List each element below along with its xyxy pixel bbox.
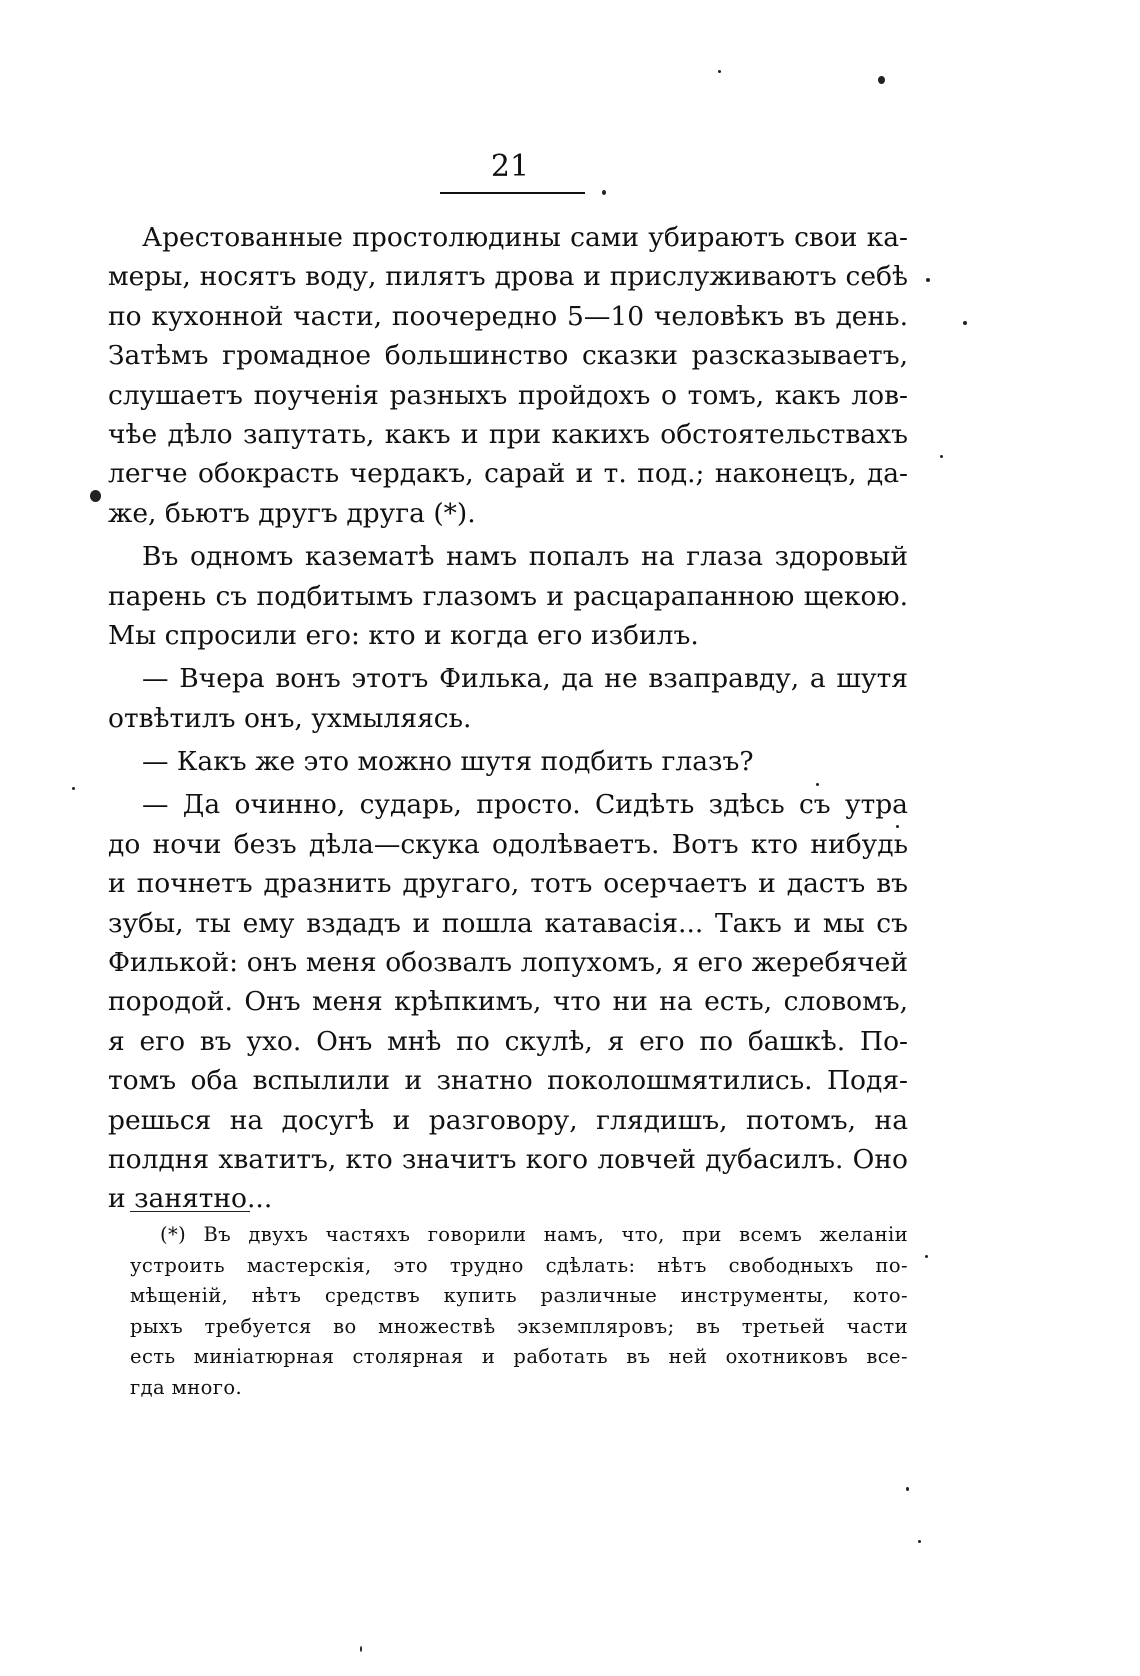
footnote bbox=[130, 1220, 908, 1403]
text-line: слушаетъ поученія разныхъ пройдохъ о томъ, какъ лов- bbox=[108, 379, 908, 411]
scan-speck bbox=[918, 1540, 921, 1543]
text-line: Филькой: онъ меня обозвалъ лопухомъ, я его жеребячей bbox=[108, 947, 908, 979]
main-text bbox=[108, 218, 908, 1219]
text-line: Арестованные простолюдины сами убираютъ свои ка- bbox=[142, 222, 908, 253]
text-line: — Да очинно, сударь, просто. Сидѣть здѣсь съ утра bbox=[142, 789, 908, 821]
page-number: 21 bbox=[490, 149, 530, 184]
text-line: Затѣмъ громадное большинство сказки разсказываетъ, bbox=[108, 340, 908, 372]
header-rule bbox=[440, 192, 585, 194]
text-line: же, бьютъ другъ друга (*). bbox=[108, 497, 476, 529]
scan-speck bbox=[72, 787, 75, 790]
scan-speck bbox=[926, 278, 930, 282]
text-line: — Вчера вонъ этотъ Филька, да не взаправду, а шутя bbox=[142, 663, 908, 695]
footnote-line: (*) Въ двухъ частяхъ говорили намъ, что, при всемъ желаніи bbox=[160, 1223, 908, 1246]
scan-speck bbox=[602, 190, 606, 195]
text-line: чѣе дѣло запутать, какъ и при какихъ обстоятельствахъ bbox=[108, 418, 908, 450]
text-line: зубы, ты ему вздадъ и пошла катавасія... Такъ и мы съ bbox=[108, 907, 908, 939]
scan-speck bbox=[906, 1487, 909, 1491]
text-line: полдня хватитъ, кто значитъ кого ловчей дубасилъ. Оно bbox=[108, 1143, 908, 1175]
text-line: легче обокрасть чердакъ, сарай и т. под.; наконецъ, да- bbox=[108, 458, 908, 490]
scan-speck bbox=[925, 1255, 928, 1258]
text-line: меры, носятъ воду, пилятъ дрова и прислуживаютъ себѣ bbox=[108, 261, 908, 293]
text-line: я его въ ухо. Онъ мнѣ по скулѣ, я его по башкѣ. По- bbox=[108, 1025, 908, 1057]
footnote-line: гда много. bbox=[130, 1375, 243, 1399]
footnote-rule bbox=[130, 1211, 250, 1212]
text-line: и занятно... bbox=[108, 1183, 273, 1215]
scan-speck bbox=[360, 1646, 362, 1652]
text-line: породой. Онъ меня крѣпкимъ, что ни на есть, словомъ, bbox=[108, 986, 908, 1018]
footnote-line: рыхъ требуется во множествѣ экземпляровъ; въ третьей части bbox=[130, 1314, 908, 1338]
text-line: Мы спросили его: кто и когда его избилъ. bbox=[108, 619, 699, 651]
text-line: Въ одномъ казематѣ намъ попалъ на глаза здоровый bbox=[142, 541, 908, 573]
footnote-line: есть миніатюрная столярная и работать въ ней охотниковъ все- bbox=[130, 1345, 908, 1368]
text-line: томъ оба вспылили и знатно поколошмятились. Подя- bbox=[108, 1065, 908, 1097]
scan-speck bbox=[878, 76, 885, 84]
scan-speck bbox=[963, 321, 967, 325]
text-line: по кухонной части, поочередно 5—10 человѣкъ въ день. bbox=[108, 300, 908, 332]
scan-speck bbox=[816, 783, 819, 786]
text-line: — Какъ же это можно шутя подбить глазъ? bbox=[142, 746, 754, 778]
scan-speck bbox=[896, 825, 899, 828]
text-line: парень съ подбитымъ глазомъ и расцарапанною щекою. bbox=[108, 580, 908, 612]
scan-speck bbox=[718, 70, 721, 73]
text-line: и почнетъ дразнить другаго, тотъ осерчаетъ и дастъ въ bbox=[108, 868, 908, 900]
page-header bbox=[0, 150, 1140, 200]
text-line: решься на досугѣ и разговору, глядишъ, потомъ, на bbox=[108, 1104, 908, 1136]
text-line: отвѣтилъ онъ, ухмыляясь. bbox=[108, 702, 472, 734]
text-line: до ночи безъ дѣла—скука одолѣваетъ. Вотъ кто нибудь bbox=[108, 828, 908, 860]
footnote-line: устроить мастерскія, это трудно сдѣлать: нѣтъ свободныхъ по- bbox=[130, 1253, 908, 1277]
footnote-line: мѣщеній, нѣтъ средствъ купить различные инструменты, кото- bbox=[130, 1284, 908, 1307]
scan-speck bbox=[90, 490, 101, 502]
scan-speck bbox=[940, 455, 943, 458]
